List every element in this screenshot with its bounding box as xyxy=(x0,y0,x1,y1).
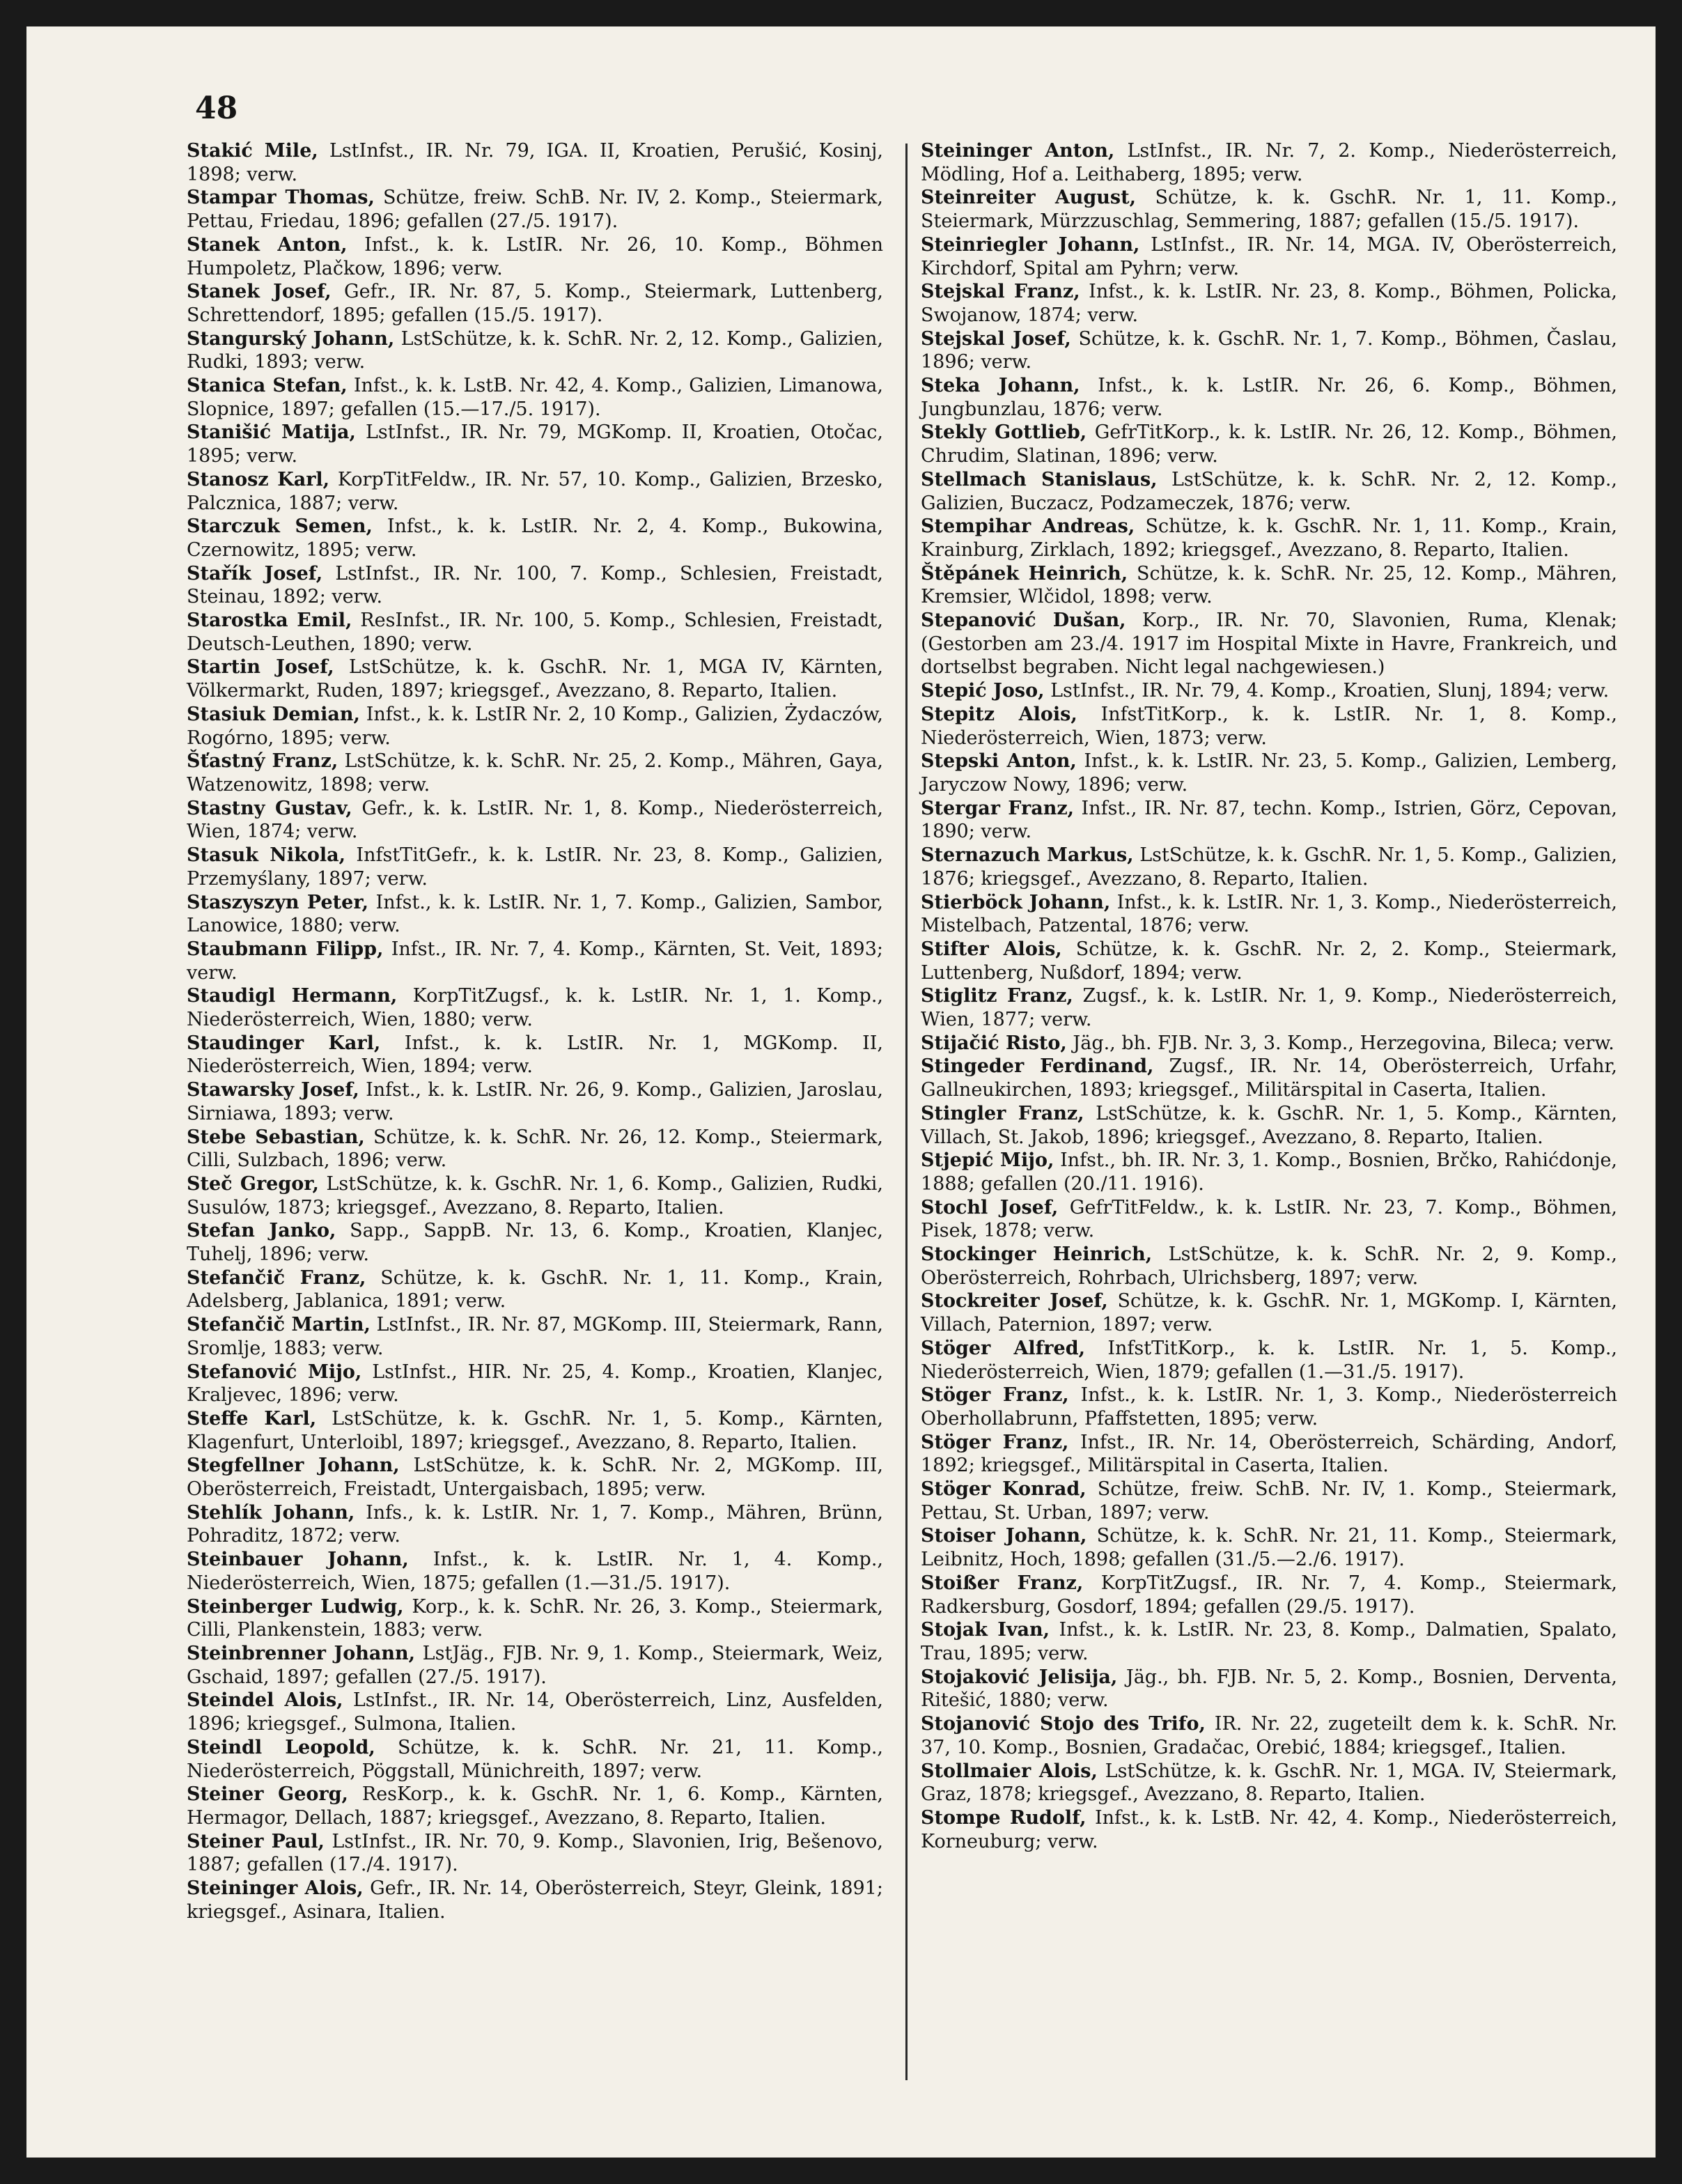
entry-details: Jäg., bh. FJB. Nr. 5, 2. Komp., Bosnien, Derventa, Ritešić, 1880; verw. xyxy=(921,1666,1617,1712)
entry-name: Stepić Joso, xyxy=(921,680,1045,702)
entry-details: LstSchütze, k. k. SchR. Nr. 2, MGKomp. III, Oberösterreich, Freistadt, Untergaisbach, 1895; verw. xyxy=(187,1455,883,1501)
entry-name: Stochl Josef, xyxy=(921,1196,1059,1218)
entry-details: Gefr., IR. Nr. 14, Oberösterreich, Steyr, Gleink, 1891; kriegsgef., Asinara, Italien. xyxy=(187,1877,883,1923)
entry-details: LstInfst., HIR. Nr. 25, 4. Komp., Kroatien, Klanjec, Kraljevec, 1896; verw. xyxy=(187,1361,883,1407)
entry-details: LstSchütze, k. k. SchR. Nr. 25, 2. Komp., Mähren, Gaya, Watzenowitz, 1898; verw. xyxy=(187,750,883,796)
register-entry xyxy=(893,1712,1617,1759)
entry-name: Stegfellner Johann, xyxy=(187,1455,400,1477)
entry-details: Infst., IR. Nr. 14, Oberösterreich, Schärding, Andorf, 1892; kriegsgef., Militärspital in Caserta, Italien. xyxy=(921,1431,1617,1477)
register-entry xyxy=(159,280,883,327)
entry-details: LstSchütze, k. k. GschR. Nr. 1, 5. Komp., Kärnten, Klagenfurt, Unterloibl, 1897; kriegsgef., Avezzano, 8. Reparto, Italien. xyxy=(187,1407,884,1453)
register-entry xyxy=(893,1524,1617,1571)
entry-details: Schütze, k. k. GschR. Nr. 1, 7. Komp., Böhmen, Časlau, 1896; verw. xyxy=(921,327,1617,373)
register-entry xyxy=(893,1618,1617,1665)
register-entry xyxy=(159,1078,883,1125)
entry-name: Stollmaier Alois, xyxy=(921,1760,1098,1782)
entry-name: Stellmach Stanislaus, xyxy=(921,468,1158,490)
register-entry xyxy=(893,984,1617,1031)
register-entry xyxy=(159,562,883,609)
entry-name: Stanek Josef, xyxy=(187,281,332,303)
register-entry xyxy=(159,750,883,796)
entry-details: Infst., k. k. LstB. Nr. 42, 4. Komp., Niederösterreich, Korneuburg; verw. xyxy=(921,1806,1618,1852)
entry-name: Stijačić Risto, xyxy=(921,1032,1067,1054)
entry-name: Steininger Anton, xyxy=(921,140,1115,162)
entry-name: Stawarsky Josef, xyxy=(187,1079,359,1101)
entry-details: ResInfst., IR. Nr. 100, 5. Komp., Schlesien, Freistadt, Deutsch-Leuthen, 1890; verw. xyxy=(187,610,883,655)
register-entry xyxy=(159,1126,883,1172)
entry-details: LstInfst., IR. Nr. 87, MGKomp. III, Steiermark, Rann, Sromlje, 1883; verw. xyxy=(187,1314,883,1359)
register-entry xyxy=(159,186,883,233)
entry-name: Stojak Ivan, xyxy=(921,1619,1050,1641)
register-entry xyxy=(893,938,1617,984)
register-entry xyxy=(893,1478,1617,1524)
entry-details: Gefr., IR. Nr. 87, 5. Komp., Steiermark, Luttenberg, Schrettendorf, 1895; gefallen (15./5. 1917). xyxy=(187,281,883,326)
register-entry xyxy=(893,1149,1617,1195)
register-entry xyxy=(893,280,1617,327)
register-entry xyxy=(893,186,1617,233)
entry-details: LstInfst., IR. Nr. 14, MGA. IV, Oberösterreich, Kirchdorf, Spital am Pyhrn; verw. xyxy=(921,233,1617,279)
register-entry xyxy=(159,1689,883,1735)
register-entry xyxy=(893,1760,1617,1806)
register-entry xyxy=(893,1806,1617,1853)
entry-name: Starostka Emil, xyxy=(187,610,352,632)
entry-name: Stierböck Johann, xyxy=(921,891,1111,913)
entry-details: Infst., k. k. LstIR. Nr. 26, 6. Komp., Böhmen, Jungbunzlau, 1876; verw. xyxy=(921,375,1617,420)
register-entry xyxy=(159,1736,883,1783)
register-entry xyxy=(159,1783,883,1829)
entry-details: Gefr., k. k. LstIR. Nr. 1, 8. Komp., Niederösterreich, Wien, 1874; verw. xyxy=(187,797,883,843)
entry-name: Steč Gregor, xyxy=(187,1172,319,1195)
entry-details: Zugsf., k. k. LstIR. Nr. 1, 9. Komp., Niederösterreich, Wien, 1877; verw. xyxy=(921,985,1617,1031)
register-entry xyxy=(893,1384,1617,1430)
entry-details: LstInfst., IR. Nr. 79, IGA. II, Kroatien, Perušić, Kosinj, 1898; verw. xyxy=(187,140,884,185)
register-entry xyxy=(893,233,1617,280)
register-entry xyxy=(893,844,1617,890)
entry-name: Starczuk Semen, xyxy=(187,516,373,538)
entry-details: GefrTitFeldw., k. k. LstIR. Nr. 23, 7. Komp., Böhmen, Pisek, 1878; verw. xyxy=(921,1196,1617,1242)
entry-name: Sternazuch Markus, xyxy=(921,844,1134,867)
entry-name: Stanišić Matija, xyxy=(187,421,356,444)
entry-name: Stampar Thomas, xyxy=(187,187,375,209)
entry-details: LstSchütze, k. k. GschR. Nr. 1, MGA. IV, Steiermark, Graz, 1878; kriegsgef., Avezzano, 8. Reparto, Italien. xyxy=(921,1760,1617,1806)
entry-name: Steffe Karl, xyxy=(187,1407,317,1430)
entry-name: Steinbrenner Johann, xyxy=(187,1643,416,1664)
register-entry xyxy=(893,1196,1617,1243)
entry-details: LstInfst., IR. Nr. 100, 7. Komp., Schlesien, Freistadt, Steinau, 1892; verw. xyxy=(187,562,883,608)
register-entry xyxy=(893,1337,1617,1384)
entry-name: Stasuk Nikola, xyxy=(187,844,346,867)
entry-name: Stebe Sebastian, xyxy=(187,1126,365,1148)
entry-name: Staubmann Filipp, xyxy=(187,938,384,960)
entry-details: Infst., k. k. LstIR. Nr. 1, 3. Komp., Niederösterreich Oberhollabrunn, Pfaffstetten, 1895; verw. xyxy=(921,1384,1617,1430)
register-entry xyxy=(159,327,883,374)
register-entry xyxy=(159,1032,883,1078)
entry-name: Stepski Anton, xyxy=(921,750,1077,773)
entry-name: Stoiser Johann, xyxy=(921,1525,1087,1547)
entry-details: Jäg., bh. FJB. Nr. 3, 3. Komp., Herzegovina, Bileca; verw. xyxy=(1066,1032,1614,1054)
register-entry xyxy=(159,1642,883,1689)
entry-name: Steiner Georg, xyxy=(187,1783,348,1806)
document-page xyxy=(26,26,1656,2158)
register-entry xyxy=(159,421,883,467)
register-entry xyxy=(159,1219,883,1266)
entry-name: Stoißer Franz, xyxy=(921,1572,1084,1594)
entry-details: Schütze, k. k. SchR. Nr. 25, 12. Komp., Mähren, Kremsier, Wlčidol, 1898; verw. xyxy=(921,562,1617,608)
entry-name: Steindl Leopold, xyxy=(187,1736,375,1758)
register-entry xyxy=(893,750,1617,796)
entry-details: InfstTitGefr., k. k. LstIR. Nr. 23, 8. Komp., Galizien, Przemyślany, 1897; verw. xyxy=(187,844,883,890)
register-entry xyxy=(159,1361,883,1407)
register-entry xyxy=(893,679,1617,703)
register-entry xyxy=(159,1501,883,1548)
entry-details: Schütze, k. k. GschR. Nr. 1, 11. Komp., Steiermark, Mürzzuschlag, Semmering, 1887; gefallen (15./5. 1917). xyxy=(921,187,1618,233)
entry-details: LstInfst., IR. Nr. 14, Oberösterreich, Linz, Ausfelden, 1896; kriegsgef., Sulmona, Italien. xyxy=(187,1689,883,1735)
entry-name: Stojaković Jelisija, xyxy=(921,1666,1118,1688)
entry-details: IR. Nr. 22, zugeteilt dem k. k. SchR. Nr. 37, 10. Komp., Bosnien, Gradačac, Orebić, 1884; kriegsgef., Italien. xyxy=(921,1713,1617,1758)
entry-name: Stangurský Johann, xyxy=(187,327,395,350)
entry-details: Infst., k. k. LstIR. Nr. 26, 9. Komp., Galizien, Jaroslau, Sirniawa, 1893; verw. xyxy=(187,1079,883,1124)
entry-details: Schütze, k. k. SchR. Nr. 21, 11. Komp., Niederösterreich, Pöggstall, Münichreith, 1897; verw. xyxy=(187,1736,884,1782)
entry-name: Stastny Gustav, xyxy=(187,797,352,819)
entry-name: Stöger Franz, xyxy=(921,1384,1069,1407)
entry-details: LstSchütze, k. k. GschR. Nr. 1, MGA IV, Kärnten, Völkermarkt, Ruden, 1897; kriegsgef., Avezzano, 8. Reparto, Italien. xyxy=(187,656,883,702)
entry-details: LstJäg., FJB. Nr. 9, 1. Komp., Steiermark, Weiz, Gschaid, 1897; gefallen (27./5. 1917). xyxy=(187,1643,884,1688)
entry-name: Stergar Franz, xyxy=(921,797,1075,819)
register-entry xyxy=(159,938,883,984)
left-column xyxy=(187,139,883,1923)
entry-details: KorpTitZugsf., k. k. LstIR. Nr. 1, 1. Komp., Niederösterreich, Wien, 1880; verw. xyxy=(187,985,883,1031)
entry-details: LstSchütze, k. k. SchR. Nr. 2, 9. Komp., Oberösterreich, Rohrbach, Ulrichsberg, 1897; verw. xyxy=(921,1244,1617,1289)
entry-details: Schütze, k. k. SchR. Nr. 26, 12. Komp., Steiermark, Cilli, Sulzbach, 1896; verw. xyxy=(187,1126,883,1172)
register-entry xyxy=(159,984,883,1031)
entry-name: Stifter Alois, xyxy=(921,938,1062,960)
entry-details: Infst., k. k. LstIR. Nr. 23, 8. Komp., Dalmatien, Spalato, Trau, 1895; verw. xyxy=(921,1619,1617,1664)
entry-details: LstSchütze, k. k. GschR. Nr. 1, 6. Komp., Galizien, Rudki, Susulów, 1873; kriegsgef., Avezzano, 8. Reparto, Italien. xyxy=(187,1172,884,1218)
entry-details: LstInfst., IR. Nr. 79, MGKomp. II, Kroatien, Otočac, 1895; verw. xyxy=(187,421,883,467)
entry-details: Infst., IR. Nr. 87, techn. Komp., Istrien, Görz, Cepovan, 1890; verw. xyxy=(921,797,1617,843)
entry-name: Stjepić Mijo, xyxy=(921,1149,1054,1172)
entry-details: Infst., k. k. LstIR Nr. 2, 10 Komp., Galizien, Żydaczów, Rogórno, 1895; verw. xyxy=(187,703,884,749)
entry-name: Stanosz Karl, xyxy=(187,468,330,490)
entry-details: Zugsf., IR. Nr. 14, Oberösterreich, Urfahr, Gallneukirchen, 1893; kriegsgef., Militärspital in Caserta, Italien. xyxy=(921,1055,1617,1101)
register-entry xyxy=(159,1877,883,1923)
register-entry xyxy=(893,1572,1617,1618)
entry-details: GefrTitKorp., k. k. LstIR. Nr. 26, 12. Komp., Böhmen, Chrudim, Slatinan, 1896; verw. xyxy=(921,421,1617,467)
entry-name: Staudinger Karl, xyxy=(187,1032,381,1054)
register-entry xyxy=(893,139,1617,186)
register-entry xyxy=(159,139,883,186)
register-entry xyxy=(893,1243,1617,1290)
register-entry xyxy=(893,703,1617,750)
register-entry xyxy=(893,327,1617,374)
entry-details: LstSchütze, k. k. GschR. Nr. 1, 5. Komp., Galizien, 1876; kriegsgef., Avezzano, 8. Reparto, Italien. xyxy=(921,844,1617,890)
entry-details: Infst., k. k. LstIR. Nr. 1, 4. Komp., Niederösterreich, Wien, 1875; gefallen (1.—31./5. 1917). xyxy=(187,1549,883,1594)
entry-details: Infst., k. k. LstIR. Nr. 2, 4. Komp., Bukowina, Czernowitz, 1895; verw. xyxy=(187,516,883,561)
entry-name: Stockinger Heinrich, xyxy=(921,1244,1153,1266)
register-entry xyxy=(893,797,1617,844)
register-entry xyxy=(893,562,1617,609)
entry-details: Schütze, freiw. SchB. Nr. IV, 1. Komp., Steiermark, Pettau, St. Urban, 1897; verw. xyxy=(921,1478,1617,1524)
entry-name: Steinreiter August, xyxy=(921,187,1137,209)
register-entry xyxy=(893,1032,1617,1055)
entry-name: Stefančič Martin, xyxy=(187,1314,371,1336)
register-entry xyxy=(159,844,883,890)
entry-details: Korp., k. k. SchR. Nr. 26, 3. Komp., Steiermark, Cilli, Plankenstein, 1883; verw. xyxy=(187,1595,883,1641)
entry-details: InfstTitKorp., k. k. LstIR. Nr. 1, 5. Komp., Niederösterreich, Wien, 1879; gefallen (1.—31./5. 1917). xyxy=(921,1337,1617,1383)
entry-details: Infst., k. k. LstB. Nr. 42, 4. Komp., Galizien, Limanowa, Slopnice, 1897; gefallen (15.—17./5. 1917). xyxy=(187,375,883,420)
entry-name: Stekly Gottlieb, xyxy=(921,421,1087,444)
entry-details: LstSchütze, k. k. GschR. Nr. 1, 5. Komp., Kärnten, Villach, St. Jakob, 1896; kriegsgef., Avezzano, 8. Reparto, Italien. xyxy=(921,1102,1617,1148)
register-entry xyxy=(159,1454,883,1501)
entry-details: Infst., k. k. LstIR. Nr. 1, 3. Komp., Niederösterreich, Mistelbach, Patzental, 1876; verw. xyxy=(921,891,1617,937)
entry-name: Štěpánek Heinrich, xyxy=(921,562,1128,584)
entry-details: Infst., k. k. LstIR. Nr. 26, 10. Komp., Böhmen Humpoletz, Plačkow, 1896; verw. xyxy=(187,233,883,279)
entry-name: Stöger Konrad, xyxy=(921,1478,1087,1501)
entry-details: ResKorp., k. k. GschR. Nr. 1, 6. Komp., Kärnten, Hermagor, Dellach, 1887; kriegsgef., Avezzano, 8. Reparto, Italien. xyxy=(187,1783,883,1829)
entry-name: Steinriegler Johann, xyxy=(921,233,1140,256)
register-entry xyxy=(893,1666,1617,1712)
entry-name: Stockreiter Josef, xyxy=(921,1290,1108,1312)
entry-name: Steininger Alois, xyxy=(187,1877,364,1900)
entry-name: Stingler Franz, xyxy=(921,1102,1084,1124)
register-entry xyxy=(893,468,1617,515)
register-entry xyxy=(893,1102,1617,1149)
register-entry xyxy=(159,374,883,421)
entry-name: Startin Josef, xyxy=(187,656,334,679)
entry-details: KorpTitZugsf., IR. Nr. 7, 4. Komp., Steiermark, Radkersburg, Gosdorf, 1894; gefallen (29./5. 1917). xyxy=(921,1572,1617,1618)
entry-details: LstSchütze, k. k. SchR. Nr. 2, 12. Komp., Galizien, Rudki, 1893; verw. xyxy=(187,327,883,373)
page-number: 48 xyxy=(195,91,238,126)
entry-name: Staszyszyn Peter, xyxy=(187,891,368,913)
entry-name: Steinberger Ludwig, xyxy=(187,1595,404,1618)
entry-details: LstInfst., IR. Nr. 70, 9. Komp., Slavonien, Irig, Bešenovo, 1887; gefallen (17./4. 1917). xyxy=(187,1830,883,1876)
register-entry xyxy=(893,374,1617,421)
entry-details: Korp., IR. Nr. 70, Slavonien, Ruma, Klenak; (Gestorben am 23./4. 1917 im Hospital Mixte in Havre, Frankreich, und dortselbst begraben. Nicht legal nachgewiesen.) xyxy=(921,610,1618,679)
register-entry xyxy=(159,1172,883,1219)
entry-details: Infst., bh. IR. Nr. 3, 1. Komp., Bosnien, Brčko, Rahićdonje, 1888; gefallen (20./11. 1916). xyxy=(921,1149,1617,1195)
entry-details: Infst., k. k. LstIR. Nr. 1, MGKomp. II, Niederösterreich, Wien, 1894; verw. xyxy=(187,1032,883,1078)
register-entry xyxy=(893,1431,1617,1478)
register-entry xyxy=(893,515,1617,562)
entry-name: Stakić Mile, xyxy=(187,140,318,162)
register-entry xyxy=(159,1407,883,1454)
entry-name: Stingeder Ferdinand, xyxy=(921,1055,1154,1078)
entry-name: Steiner Paul, xyxy=(187,1830,325,1852)
entry-name: Stefanović Mijo, xyxy=(187,1361,362,1383)
register-entry xyxy=(159,1595,883,1642)
register-entry xyxy=(893,609,1617,679)
entry-details: Sapp., SappB. Nr. 13, 6. Komp., Kroatien, Klanjec, Tuhelj, 1896; verw. xyxy=(187,1220,883,1266)
register-entry xyxy=(159,233,883,280)
entry-name: Staudigl Hermann, xyxy=(187,985,398,1007)
entry-name: Stasiuk Demian, xyxy=(187,703,360,725)
entry-name: Steinbauer Johann, xyxy=(187,1549,409,1571)
register-entry xyxy=(159,468,883,515)
register-entry xyxy=(159,703,883,750)
register-entry xyxy=(159,1830,883,1877)
entry-details: Schütze, k. k. GschR. Nr. 1, 11. Komp., Krain, Adelsberg, Jablanica, 1891; verw. xyxy=(187,1267,884,1312)
entry-name: Stempihar Andreas, xyxy=(921,516,1135,538)
register-entry xyxy=(159,891,883,938)
entry-details: Schütze, k. k. SchR. Nr. 21, 11. Komp., Steiermark, Leibnitz, Hoch, 1898; gefallen (31./5.—2./6. 1917). xyxy=(921,1525,1617,1571)
entry-details: KorpTitFeldw., IR. Nr. 57, 10. Komp., Galizien, Brzesko, Palcznica, 1887; verw. xyxy=(187,468,883,514)
entry-name: Šťastný Franz, xyxy=(187,750,338,773)
entry-name: Stepitz Alois, xyxy=(921,703,1077,725)
entry-name: Stepanović Dušan, xyxy=(921,610,1126,632)
entry-name: Stefan Janko, xyxy=(187,1220,336,1242)
register-entry xyxy=(159,797,883,844)
register-entry xyxy=(893,1290,1617,1336)
register-entry xyxy=(893,421,1617,467)
entry-name: Stöger Franz, xyxy=(921,1431,1069,1453)
entry-details: Schütze, freiw. SchB. Nr. IV, 2. Komp., Steiermark, Pettau, Friedau, 1896; gefallen (27./5. 1917). xyxy=(187,187,883,233)
entry-name: Steindel Alois, xyxy=(187,1689,343,1712)
entry-name: Stejskal Franz, xyxy=(921,281,1080,303)
entry-details: LstSchütze, k. k. SchR. Nr. 2, 12. Komp., Galizien, Buczacz, Podzameczek, 1876; verw. xyxy=(921,468,1618,514)
entry-name: Steka Johann, xyxy=(921,375,1080,397)
entry-name: Stařík Josef, xyxy=(187,562,323,584)
entry-name: Stiglitz Franz, xyxy=(921,985,1073,1007)
register-entry xyxy=(159,1267,883,1313)
entry-details: LstInfst., IR. Nr. 79, 4. Komp., Kroatien, Slunj, 1894; verw. xyxy=(1044,680,1610,702)
register-entry xyxy=(159,656,883,702)
entry-name: Stehlík Johann, xyxy=(187,1501,355,1524)
entry-name: Stefančič Franz, xyxy=(187,1267,366,1289)
register-entry xyxy=(159,1548,883,1595)
register-entry xyxy=(159,609,883,656)
register-entry xyxy=(159,515,883,562)
register-entry xyxy=(893,1055,1617,1101)
register-entry xyxy=(159,1313,883,1360)
entry-details: Schütze, k. k. GschR. Nr. 1, 11. Komp., Krain, Krainburg, Zirklach, 1892; kriegsgef., Avezzano, 8. Reparto, Italien. xyxy=(921,516,1617,561)
entry-details: Infs., k. k. LstIR. Nr. 1, 7. Komp., Mähren, Brünn, Pohraditz, 1872; verw. xyxy=(187,1501,883,1547)
entry-name: Stanek Anton, xyxy=(187,233,348,256)
entry-details: LstInfst., IR. Nr. 7, 2. Komp., Niederösterreich, Mödling, Hof a. Leithaberg, 1895; verw. xyxy=(921,140,1617,185)
entry-details: Infst., IR. Nr. 7, 4. Komp., Kärnten, St. Veit, 1893; verw. xyxy=(187,938,884,984)
entry-details: Infst., k. k. LstIR. Nr. 23, 8. Komp., Böhmen, Policka, Swojanow, 1874; verw. xyxy=(921,281,1617,326)
entry-name: Stompe Rudolf, xyxy=(921,1806,1087,1829)
entry-details: Infst., k. k. LstIR. Nr. 23, 5. Komp., Galizien, Lemberg, Jaryczow Nowy, 1896; verw. xyxy=(921,750,1617,796)
entry-details: Schütze, k. k. GschR. Nr. 1, MGKomp. I, Kärnten, Villach, Paternion, 1897; verw. xyxy=(921,1290,1617,1336)
entry-name: Stejskal Josef, xyxy=(921,327,1071,350)
entry-name: Stojanović Stojo des Trifo, xyxy=(921,1713,1206,1735)
entry-details: InfstTitKorp., k. k. LstIR. Nr. 1, 8. Komp., Niederösterreich, Wien, 1873; verw. xyxy=(921,703,1617,749)
right-column xyxy=(921,139,1617,1853)
entry-name: Stöger Alfred, xyxy=(921,1337,1085,1359)
entry-details: Schütze, k. k. GschR. Nr. 2, 2. Komp., Steiermark, Luttenberg, Nußdorf, 1894; verw. xyxy=(921,938,1617,984)
register-entry xyxy=(893,891,1617,938)
entry-name: Stanica Stefan, xyxy=(187,375,348,397)
entry-details: Infst., k. k. LstIR. Nr. 1, 7. Komp., Galizien, Sambor, Lanowice, 1880; verw. xyxy=(187,891,883,937)
